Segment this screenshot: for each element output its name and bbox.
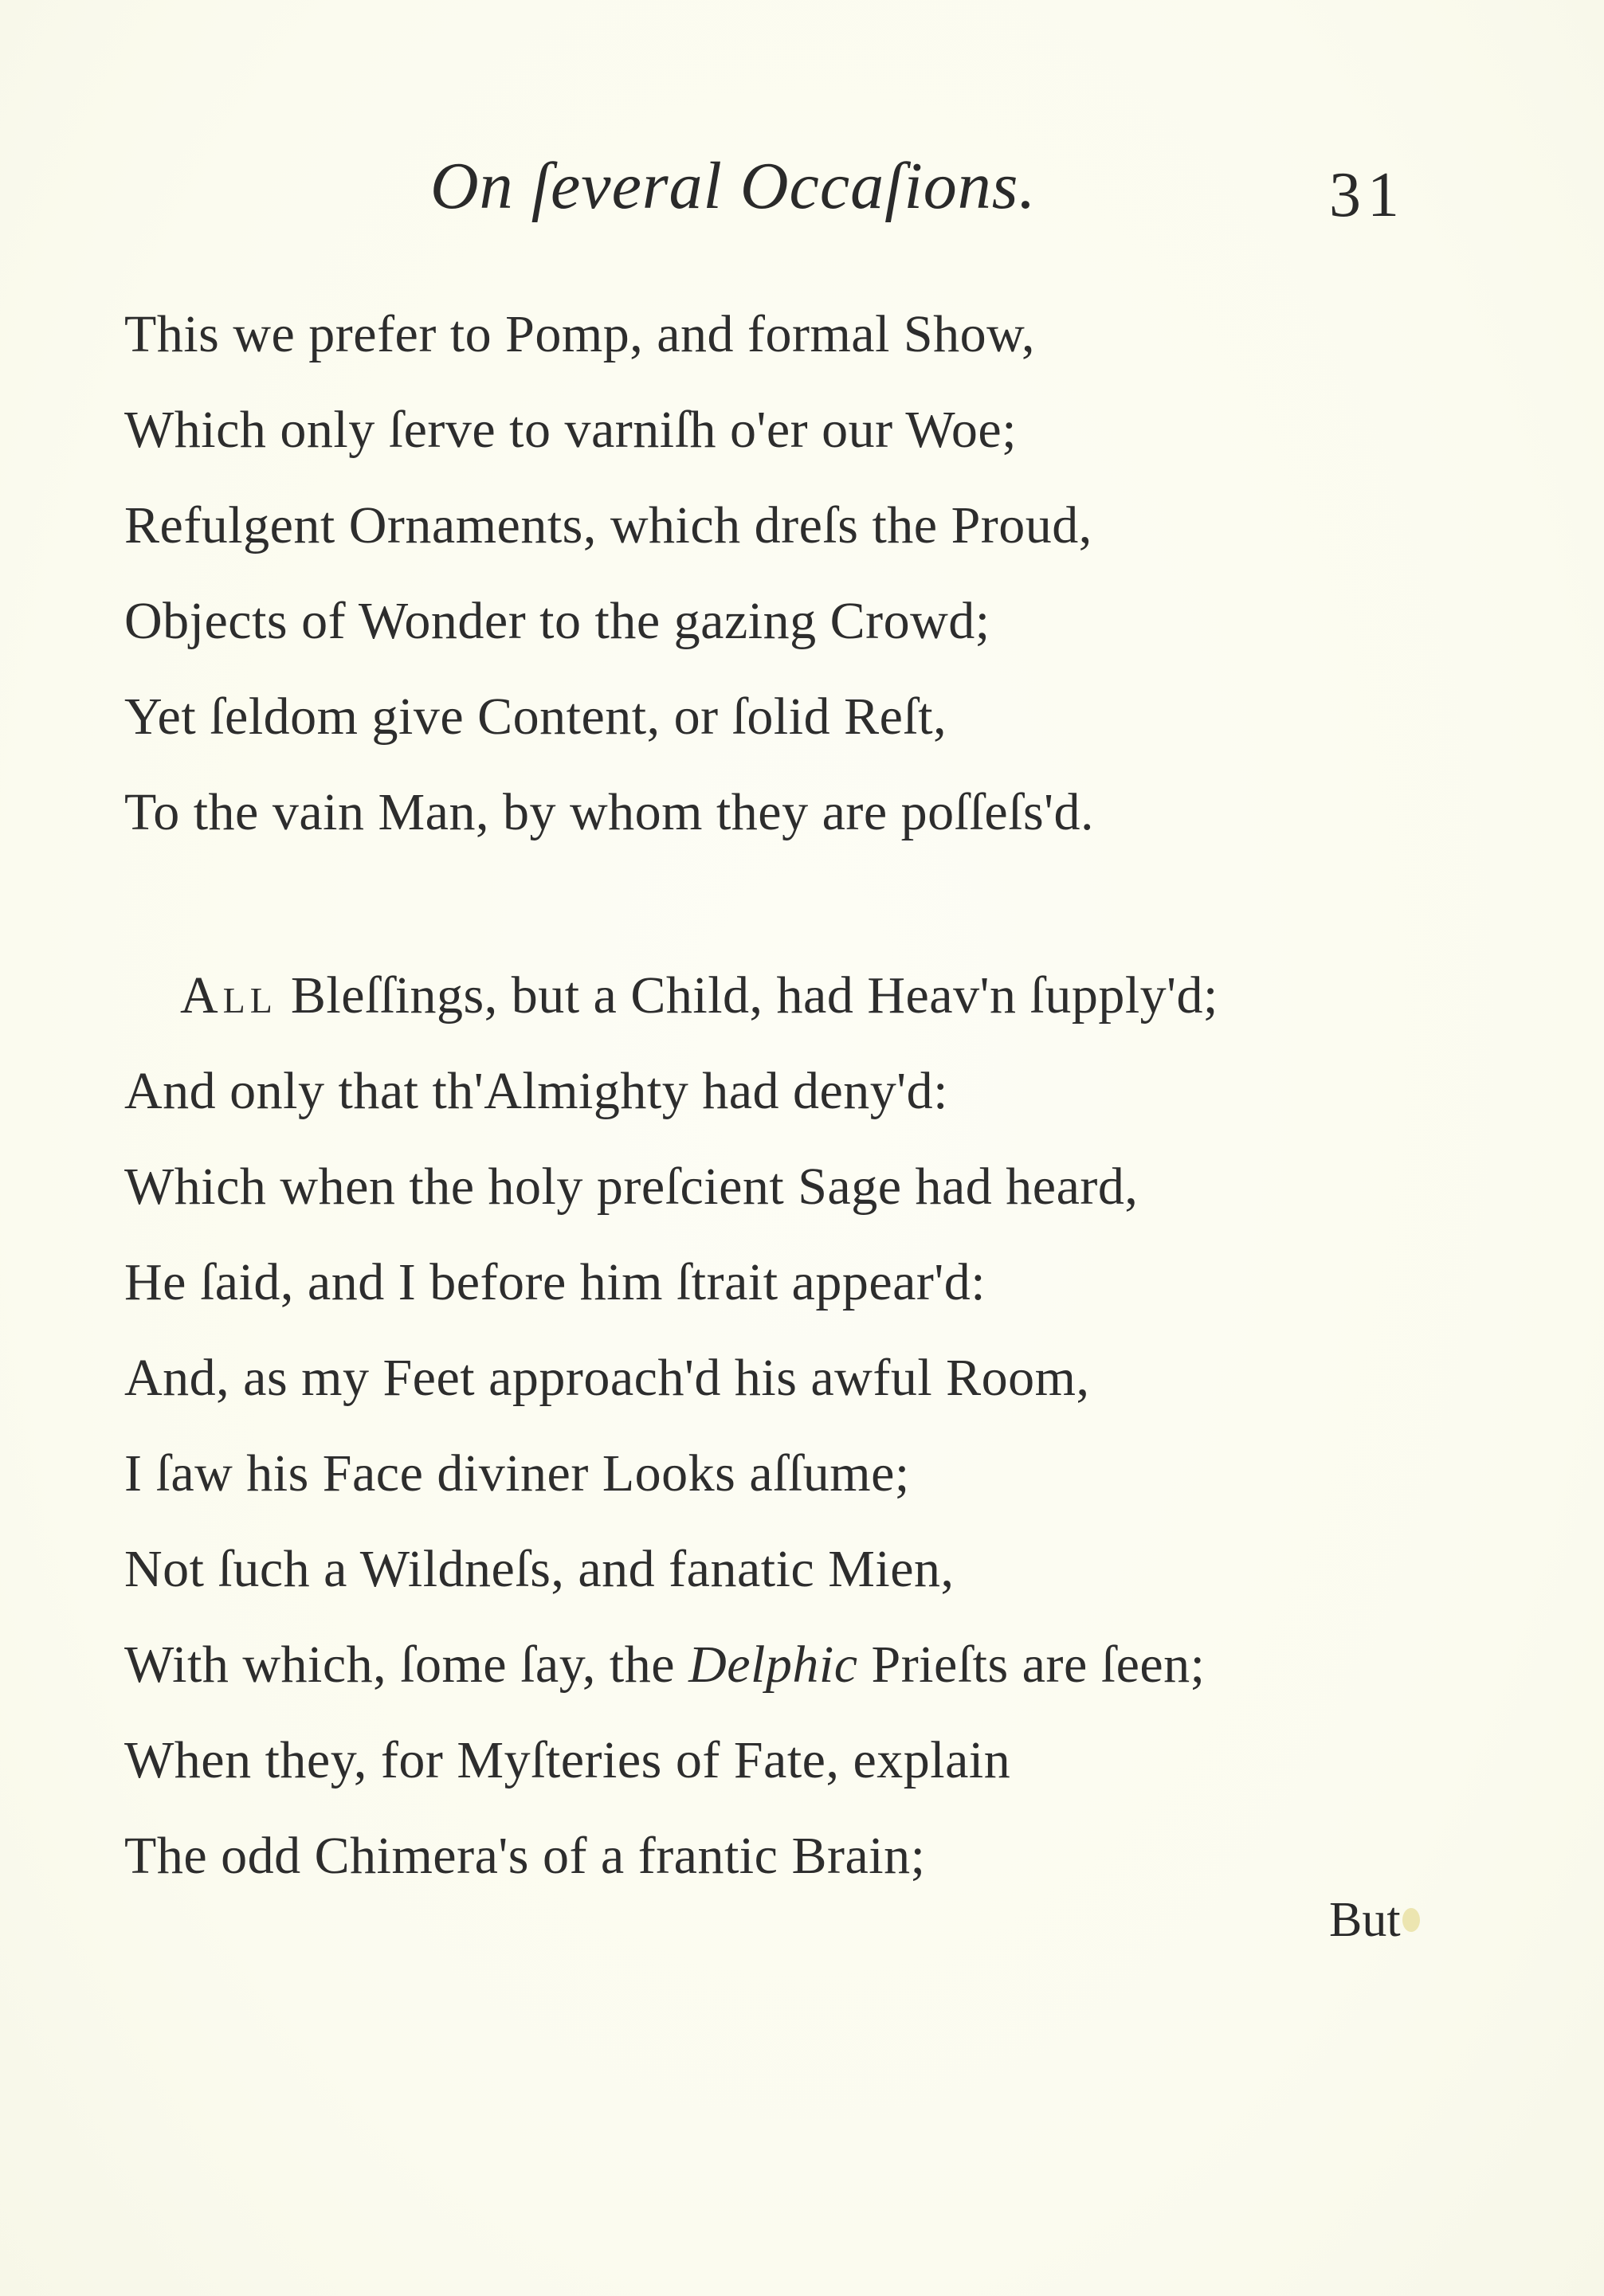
- verse-line: Not ſuch a Wildneſs, and fanatic Mien,: [124, 1540, 955, 1598]
- opening-line-rest: Bleſſings, but a Child, had Heav'n ſupply'd;: [276, 966, 1218, 1025]
- running-title: On ſeveral Occaſions.: [430, 149, 1037, 223]
- catchword: But: [1329, 1893, 1401, 1947]
- verse-line: Yet ſeldom give Content, or ſolid Reſt,: [124, 688, 947, 746]
- verse-line: I ſaw his Face diviner Looks aſſume;: [124, 1444, 910, 1503]
- verse-line: To the vain Man, by whom they are poſſeſs'd.: [124, 783, 1095, 841]
- verse-line-opening: [124, 948, 1218, 1044]
- verse-line-delphic: [124, 1617, 1218, 1713]
- stanza-2: [124, 948, 1218, 1904]
- delphic-line-end: Prieſts are ſeen;: [857, 1636, 1206, 1694]
- verse-line: When they, for Myſteries of Fate, explain: [124, 1731, 1011, 1789]
- delphic-line-start: With which, ſome ſay, the: [124, 1636, 689, 1694]
- delphic-word: Delphic: [688, 1636, 858, 1694]
- verse-line: This we prefer to Pomp, and formal Show,: [124, 305, 1035, 363]
- verse-line: Refulgent Ornaments, which dreſs the Proud,: [124, 496, 1092, 554]
- stanza-1: [124, 287, 1094, 860]
- verse-line: The odd Chimera's of a frantic Brain;: [124, 1827, 926, 1885]
- verse-line: Which when the holy preſcient Sage had heard,: [124, 1158, 1139, 1216]
- verse-line: And only that th'Almighty had deny'd:: [124, 1062, 949, 1120]
- small-caps-opening-word: All: [180, 966, 277, 1025]
- verse-line: Which only ſerve to varniſh o'er our Woe;: [124, 401, 1018, 459]
- verse-line: He ſaid, and I before him ſtrait appear'd:: [124, 1253, 986, 1311]
- verse-line: Objects of Wonder to the gazing Crowd;: [124, 592, 990, 650]
- page-number: 31: [1329, 160, 1406, 230]
- paper-stain: [1402, 1908, 1420, 1932]
- verse-line: And, as my Feet approach'd his awful Room,: [124, 1349, 1090, 1407]
